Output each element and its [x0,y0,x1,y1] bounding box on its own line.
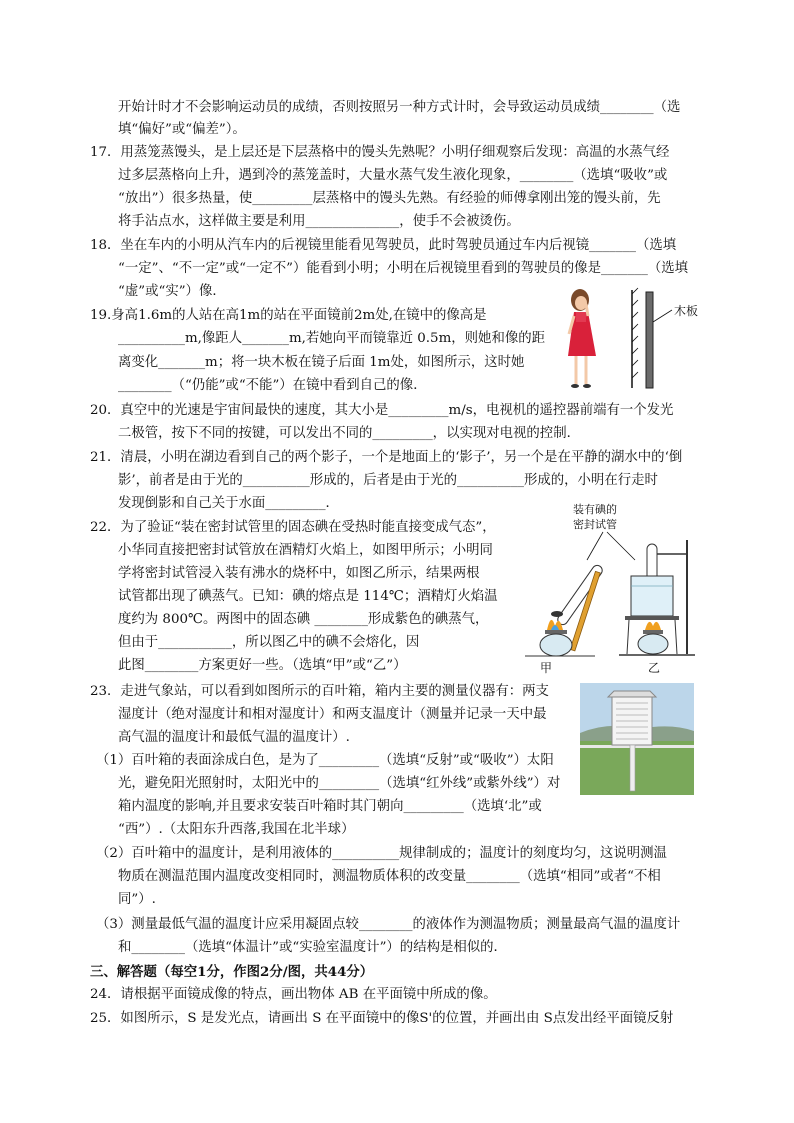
q23-line-2: 湿度计（绝对湿度计和相对湿度计）和两支温度计（测量并记录一天中最 [118,707,547,722]
section-3-heading: 三、解答题（每空1分，作图2分/图，共44分） [90,964,374,980]
q17-line-2: 过多层蒸格向上升，遇到冷的蒸笼盖时，大量水蒸气发生液化现象，________（选填“吸收”或 [118,168,668,183]
q23-2-line-2: 物质在测温范围内温度改变相同时，测温物质体积的改变量________（选填“相同”或者“不相 [118,869,661,884]
q23-1-line-1: （1）百叶箱的表面涂成白色，是为了_________（选填“反射”或“吸收”）太阳 [96,753,554,768]
q19-line-4: ________（“仍能”或“不能”）在镜中看到自己的像． [118,378,427,393]
q23-2-line-3: 同”）. [118,892,156,907]
q25-line-1: 25．如图所示，S 是发光点，请画出 S 在平面镜中的像S'的位置，并画出由 S点发出经平面镜反射 [90,1011,674,1026]
label-yi: 乙 [648,661,661,675]
q23-2-line-1: （2）百叶箱中的温度计，是利用液体的__________规律制成的；温度计的刻度均匀，这说明测温 [96,846,667,861]
q22-line-6: 但由于___________，所以图乙中的碘不会熔化，因 [118,635,420,650]
q22-line-5: 度约为 800℃。两图中的固态碘 ________形成紫色的碘蒸气， [118,612,489,627]
wooden-board [646,292,653,388]
q20-line-2: 二极管，按下不同的按键，可以发出不同的_________，以实现对电视的控制． [118,426,580,441]
q23-3-line-1: （3）测量最低气温的温度计应采用凝固点较________的液体作为测温物质；测量最高气温的温度计 [96,917,681,932]
tube-label: 装有碘的密封试管 [573,503,617,531]
q17-line-4: 将手沾点水，这样做主要是利用______________，使手不会被烫伤。 [118,214,520,229]
plane-mirror [632,288,638,388]
q17-line-1: 17．用蒸笼蒸馒头，是上层还是下层蒸格中的馒头先熟呢？小明仔细观察后发现：高温的水蒸气经 [90,145,670,160]
q23-1-line-3: 箱内温度的影响,并且要求安装百叶箱时其门朝向_________（选填‘北”或 [118,799,542,814]
board-label: 木板 [674,304,699,318]
q22-line-3: 学将密封试管浸入装有沸水的烧杯中，如图乙所示，结果两根 [118,566,480,581]
q19-line-1: 19.身高1.6m的人站在高1m的站在平面镜前2m处,在镜中的像高是 [90,308,487,323]
q22-line-7: 此图________方案更好一些。（选填“甲”或“乙”） [118,658,407,673]
stevenson-screen-photo [580,683,694,795]
setup-yi [619,540,695,655]
q22-line-4: 试管都出现了碘蒸气。已知：碘的熔点是 114℃；酒精灯火焰温 [118,589,498,604]
label-jia: 甲 [540,661,553,675]
q21-line-3: 发现倒影和自己关于水面_________． [118,496,339,511]
q22-line-1: 22．为了验证“装在密封试管里的固态碘在受热时能直接变成气态”， [90,520,496,535]
q23-line-3: 高气温的温度计和最低气温的温度计）. [118,730,350,745]
q18-line-2: “一定”、“不一定”或“一定不”）能看到小明；小明在后视镜里看到的驾驶员的像是_______（选填 [118,261,689,276]
q18-line-3: “虚”或“实”）像． [118,284,226,299]
q17-line-3: “放出”）很多热量，使_________层蒸格中的馒头先熟。有经验的师傅拿刚出笼的馒头前，先 [118,191,661,206]
q19-line-2: __________m,像距人_______m,若她向平而镜靠近 0.5m，则她和像的距 [118,331,546,346]
q23-line-1: 23．走进气象站，可以看到如图所示的百叶箱，箱内主要的测量仪器有：两支 [90,684,549,699]
line-2: 填“偏好”或“偏差”）。 [118,122,246,137]
q20-line-1: 20．真空中的光速是宇宙间最快的速度，其大小是_________m/s，电视机的遥控器前端有一个发光 [90,403,674,418]
q18-line-1: 18．坐在车内的小明从汽车内的后视镜里能看见驾驶员，此时驾驶员通过车内后视镜_______（选填 [90,238,677,253]
setup-jia [525,563,604,656]
q23-3-line-2: 和________（选填“体温计”或“实验室温度计”）的结构是相似的． [118,940,507,955]
q21-line-1: 21．清晨，小明在湖边看到自己的两个影子，一个是地面上的‘影子’，另一个是在平静的湖水中的‘倒 [90,450,683,465]
q22-line-2: 小华同直接把密封试管放在酒精灯火焰上，如图甲所示；小明同 [118,543,493,558]
line-1: 开始计时才不会影响运动员的成绩，否则按照另一种方式计时，会导致运动员成绩________（选 [118,100,681,115]
q23-1-line-4: “西”）.（太阳东升西落,我国在北半球） [118,822,355,837]
q19-line-3: 离变化_______m；将一块木板在镜子后面 1m处，如图所示，这时她 [118,355,525,370]
girl-figure [568,289,596,388]
q21-line-2: 影’，前者是由于光的__________形成的，后者是由于光的__________形成的，小明在行走时 [118,473,658,488]
iodine-figure [515,530,701,660]
q23-1-line-2: 光，避免阳光照射时，太阳光中的_________（选填“红外线”或紫外线”）对 [118,776,561,791]
q24-line-1: 24．请根据平面镜成像的特点，画出物体 AB 在平面镜中所成的像。 [90,987,497,1002]
